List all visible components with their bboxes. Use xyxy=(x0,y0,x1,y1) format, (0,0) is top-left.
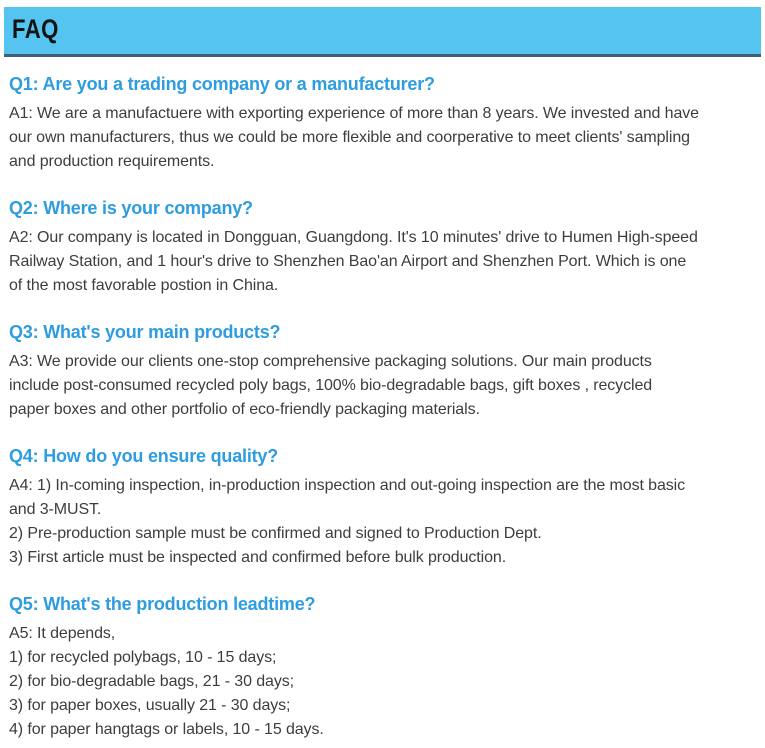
faq-answer-line: of the most favorable postion in China. xyxy=(9,277,279,294)
faq-answer-line: 3) for paper boxes, usually 21 - 30 days; xyxy=(9,697,291,714)
faq-answer-line: 4) for paper hangtags or labels, 10 - 15 days. xyxy=(9,721,324,738)
faq-answer-line: 2) Pre-production sample must be confirmed and signed to Production Dept. xyxy=(9,525,542,542)
faq-question: Q4: How do you ensure quality? xyxy=(9,446,279,466)
faq-answer-line: A2: Our company is located in Dongguan, Guangdong. It's 10 minutes' drive to Humen High-speed xyxy=(9,229,698,246)
faq-answer-line: include post-consumed recycled poly bags, 100% bio-degradable bags, gift boxes , recycled xyxy=(9,377,653,394)
faq-answer-line: A4: 1) In-coming inspection, in-production inspection and out-going inspection are the most basic xyxy=(9,477,686,494)
faq-question: Q1: Are you a trading company or a manufacturer? xyxy=(9,74,435,94)
faq-answer xyxy=(9,350,755,422)
faq-answer xyxy=(9,226,755,298)
faq-answer-line: paper boxes and other portfolio of eco-friendly packaging materials. xyxy=(9,401,480,418)
faq-content xyxy=(0,57,765,742)
faq-item xyxy=(9,74,755,174)
faq-question: Q3: What's your main products? xyxy=(9,322,281,342)
faq-answer xyxy=(9,622,755,742)
faq-item xyxy=(9,198,755,298)
faq-question: Q5: What's the production leadtime? xyxy=(9,594,316,614)
faq-answer xyxy=(9,102,755,174)
faq-item xyxy=(9,322,755,422)
faq-answer-line: Railway Station, and 1 hour's drive to Shenzhen Bao'an Airport and Shenzhen Port. Which is one xyxy=(9,253,687,270)
faq-answer-line: A1: We are a manufactuere with exporting experience of more than 8 years. We invested and have xyxy=(9,105,699,122)
faq-section-header-bar xyxy=(4,7,761,57)
faq-answer-line: 3) First article must be inspected and confirmed before bulk production. xyxy=(9,549,507,566)
page-title: FAQ xyxy=(12,14,59,44)
faq-answer-line: and production requirements. xyxy=(9,153,215,170)
faq-answer-line: 1) for recycled polybags, 10 - 15 days; xyxy=(9,649,277,666)
faq-question: Q2: Where is your company? xyxy=(9,198,253,218)
faq-answer-line: A5: It depends, xyxy=(9,625,116,642)
faq-answer-line: 2) for bio-degradable bags, 21 - 30 days; xyxy=(9,673,294,690)
faq-answer xyxy=(9,474,755,570)
faq-answer-line: A3: We provide our clients one-stop comprehensive packaging solutions. Our main products xyxy=(9,353,652,370)
faq-answer-line: and 3-MUST. xyxy=(9,501,102,518)
faq-answer-line: our own manufacturers, thus we could be more flexible and coorperative to meet clients' sampling xyxy=(9,129,690,146)
faq-item xyxy=(9,446,755,570)
faq-item xyxy=(9,594,755,742)
